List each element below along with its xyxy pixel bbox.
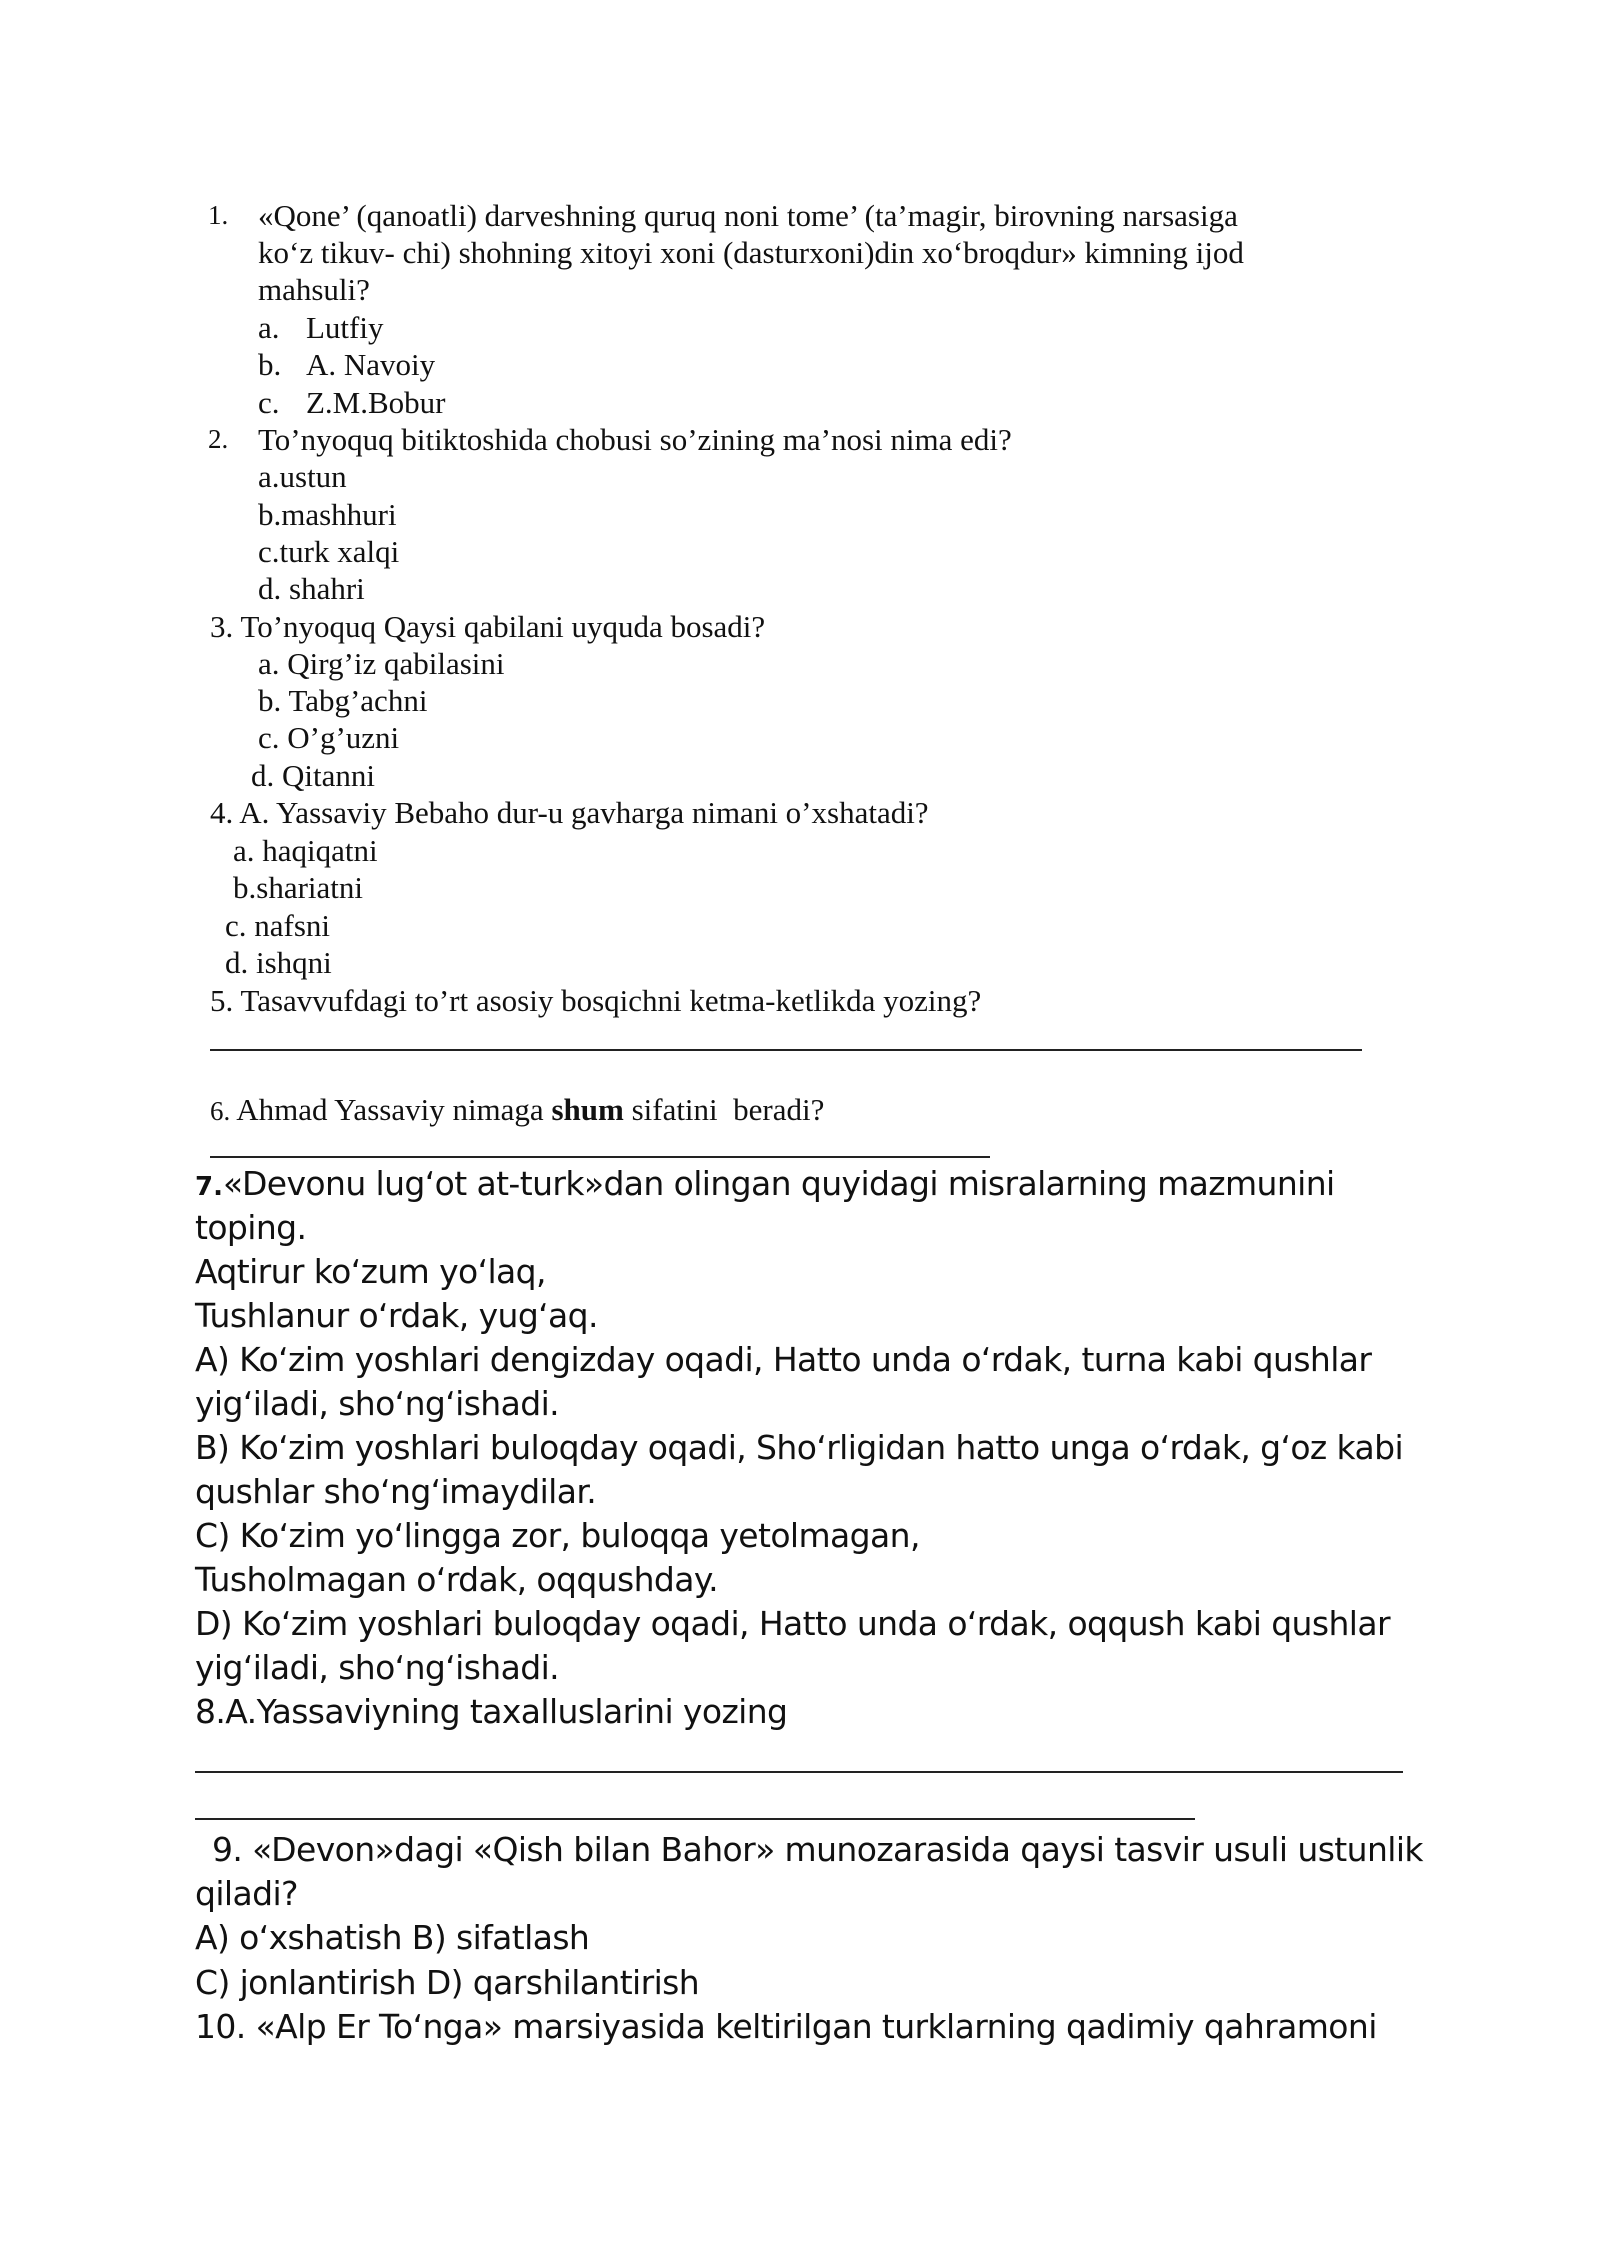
verse-line: Aqtirur ko‘zum yo‘laq, — [195, 1252, 546, 1291]
question-text-line: 9. «Devon»dagi «Qish bilan Bahor» munozarasida qaysi tasvir usuli ustunlik — [212, 1830, 1423, 1869]
question-number: 6. — [210, 1096, 231, 1126]
option-text: yig‘iladi, sho‘ng‘ishadi. — [195, 1384, 560, 1423]
option-text: A) Ko‘zim yoshlari dengizday oqadi, Hatto unda o‘rdak, turna kabi qushlar — [195, 1340, 1372, 1379]
option-text: a. Qirg’iz qabilasini — [258, 646, 505, 681]
option-text: b. Tabg’achni — [258, 683, 428, 718]
question-text-line: «Qone’ (qanoatli) darveshning quruq noni tome’ (ta’magir, birovning narsasiga — [258, 198, 1238, 233]
question-text-line: toping. — [195, 1208, 307, 1247]
option-text: Lutfiy — [306, 310, 384, 345]
answer-line — [210, 1156, 990, 1158]
question-text-part: «Devonu lug‘ot at-turk»dan olingan quyidagi misralarning mazmunini — [222, 1164, 1335, 1203]
option-text: d. ishqni — [225, 945, 332, 980]
question-text-bold: shum — [551, 1092, 624, 1127]
option-text: yig‘iladi, sho‘ng‘ishadi. — [195, 1648, 560, 1687]
answer-line — [195, 1771, 1403, 1773]
option-text: B) Ko‘zim yoshlari buloqday oqadi, Sho‘rligidan hatto unga o‘rdak, g‘oz kabi — [195, 1428, 1404, 1467]
question-text: 8.A.Yassaviyning taxalluslarini yozing — [195, 1692, 788, 1731]
question-text: To’nyoquq bitiktoshida chobusi so’zining ma’nosi nima edi? — [258, 422, 1012, 457]
option-text: a.ustun — [258, 459, 347, 494]
question-text-part: sifatini beradi? — [623, 1092, 825, 1127]
option-text: Tusholmagan o‘rdak, oqqushday. — [195, 1560, 718, 1599]
option-text: b.mashhuri — [258, 497, 397, 532]
option-text: a. haqiqatni — [233, 833, 378, 868]
option-text: C) jonlantirish D) qarshilantirish — [195, 1963, 700, 2002]
option-text: b.shariatni — [233, 870, 363, 905]
question-text: 10. «Alp Er To‘nga» marsiyasida keltirilgan turklarning qadimiy qahramoni — [195, 2007, 1377, 2046]
question-number: 1. — [208, 200, 229, 230]
question-text: 4. A. Yassaviy Bebaho dur-u gavharga nimani o’xshatadi? — [210, 795, 929, 830]
option-text: C) Ko‘zim yo‘lingga zor, buloqqa yetolmagan, — [195, 1516, 920, 1555]
option-text: D) Ko‘zim yoshlari buloqday oqadi, Hatto unda o‘rdak, oqqush kabi qushlar — [195, 1604, 1390, 1643]
option-text: c. nafsni — [225, 908, 331, 943]
question-text: 5. Tasavvufdagi to’rt asosiy bosqichni ketma-ketlikda yozing? — [210, 983, 982, 1018]
question-text-part: Ahmad Yassaviy nimaga — [230, 1092, 552, 1127]
option-letter: b. — [258, 347, 282, 382]
question-text-line: mahsuli? — [258, 272, 370, 307]
option-letter: c. — [258, 385, 280, 420]
option-letter: a. — [258, 310, 280, 345]
question-text-line: ko‘z tikuv- chi) shohning xitoyi xoni (dasturxoni)din xo‘broqdur» kimning ijod — [258, 235, 1244, 270]
question-text: 3. To’nyoquq Qaysi qabilani uyquda bosadi? — [210, 609, 766, 644]
question-text-line: qiladi? — [195, 1874, 298, 1913]
option-text: c.turk xalqi — [258, 534, 400, 569]
option-text: c. O’g’uzni — [258, 720, 400, 755]
option-text: d. shahri — [258, 571, 365, 606]
option-text: Z.M.Bobur — [306, 385, 446, 420]
answer-line — [195, 1818, 1195, 1820]
verse-line: Tushlanur o‘rdak, yug‘aq. — [195, 1296, 598, 1335]
option-text: d. Qitanni — [251, 758, 375, 793]
question-number: 2. — [208, 424, 229, 454]
question-text — [210, 1094, 824, 1125]
answer-line — [210, 1049, 1362, 1051]
question-text-line — [195, 1164, 1335, 1203]
option-text: A. Navoiy — [306, 347, 436, 382]
question-number: 7. — [195, 1172, 223, 1202]
option-text: qushlar sho‘ng‘imaydilar. — [195, 1472, 597, 1511]
option-text: A) o‘xshatish B) sifatlash — [195, 1918, 590, 1957]
